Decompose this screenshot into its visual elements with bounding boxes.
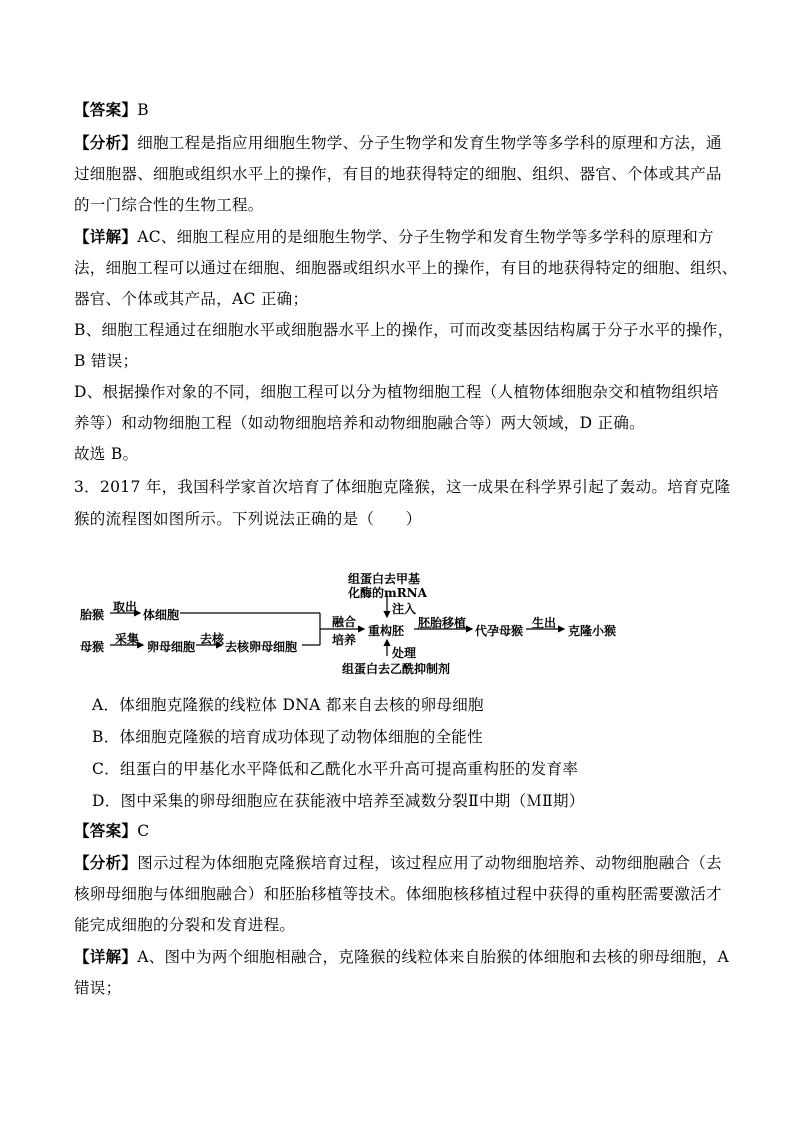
q3-detail-line: 错误； — [74, 979, 122, 997]
label-reconstructed-embryo: 重构胚 — [368, 624, 405, 638]
clone-monkey-flowchart — [80, 564, 640, 684]
q2-detail-line — [74, 226, 734, 248]
q3-option-b: B．体细胞克隆猴的培育成功体现了动物体细胞的全能性 — [92, 728, 483, 746]
label-oocyte: 卵母细胞 — [147, 640, 196, 654]
answer-tag: 【答案】 — [74, 100, 138, 119]
label-birth: 生出 — [532, 616, 557, 630]
q2-detail-line: B、细胞工程通过在细胞水平或细胞器水平上的操作，可而改变基因结构属于分子水平的操作， — [74, 321, 734, 339]
analysis-text: 细胞工程是指应用细胞生物学、分子生物学和发育生物学等多学科的原理和方法，通 — [137, 134, 722, 152]
label-treat: 处理 — [392, 646, 417, 660]
label-culture: 培养 — [332, 633, 357, 647]
analysis-tag: 【分析】 — [74, 853, 138, 872]
q2-detail-line: D、根据操作对象的不同，细胞工程可以分为植物细胞工程（人植物体细胞杂交和植物组织培 — [74, 383, 719, 401]
q3-analysis-line: 能完成细胞的分裂和发育进程。 — [74, 916, 296, 934]
detail-text: AC、细胞工程应用的是细胞生物学、分子生物学和发育生物学等多学科的原理和方 — [137, 228, 714, 246]
label-enucleated-oocyte: 去核卵母细胞 — [225, 640, 298, 654]
answer-value: C — [137, 822, 150, 840]
q3-analysis-line — [74, 852, 734, 874]
label-mother-monkey: 母猴 — [80, 640, 105, 654]
label-embryo-transfer: 胚胎移植 — [418, 616, 467, 630]
label-clone-monkey: 克隆小猴 — [568, 624, 617, 638]
q3-option-a: A．体细胞克隆猴的线粒体 DNA 都来自去核的卵母细胞 — [92, 696, 484, 714]
q2-analysis-line: 过细胞器、细胞或组织水平上的操作，有目的地获得特定的细胞、组织、器官、个体或其产品 — [74, 165, 722, 183]
label-collect: 采集 — [115, 632, 140, 646]
detail-text: A、图中为两个细胞相融合，克隆猴的线粒体来自胎猴的体细胞和去核的卵母细胞，A — [137, 948, 729, 966]
q2-answer-line — [74, 99, 734, 121]
analysis-tag: 【分析】 — [74, 133, 138, 152]
q3-analysis-line: 核卵母细胞与体细胞融合）和胚胎移植等技术。体细胞核移植过程中获得的重构胚需要激活才 — [74, 885, 722, 903]
q3-stem-line: 猴的流程图如图所示。下列说法正确的是（ ） — [74, 510, 422, 528]
label-fusion: 融合 — [332, 615, 357, 629]
label-deacetylase-inhibitor: 组蛋白去乙酰抑制剂 — [342, 662, 451, 676]
label-enucleate: 去核 — [200, 632, 225, 646]
q2-analysis-line — [74, 132, 734, 154]
label-demethylase: 组蛋白去甲基 — [348, 572, 421, 586]
q3-answer-line — [74, 820, 734, 842]
q2-detail-line: 法，细胞工程可以通过在细胞、细胞器或组织水平上的操作，有目的地获得特定的细胞、组织、 — [74, 259, 738, 277]
label-mrna: 化酶的mRNA — [348, 586, 427, 600]
detail-tag: 【详解】 — [74, 227, 138, 246]
q3-detail-line — [74, 946, 734, 968]
q2-detail-line: 故选 B。 — [74, 445, 139, 463]
answer-tag: 【答案】 — [74, 821, 138, 840]
answer-value: B — [137, 101, 149, 119]
label-inject: 注入 — [392, 602, 417, 616]
analysis-text: 图示过程为体细胞克隆猴培育过程，该过程应用了动物细胞培养、动物细胞融合（去 — [137, 854, 722, 872]
q3-option-c: C．组蛋白的甲基化水平降低和乙酰化水平升高可提高重构胚的发育率 — [92, 760, 579, 778]
q2-analysis-line: 的一门综合性的生物工程。 — [74, 196, 264, 214]
q3-stem-line: 3．2017 年，我国科学家首次培育了体细胞克隆猴，这一成果在科学界引起了轰动。培育克隆 — [74, 478, 731, 496]
label-somatic-cell: 体细胞 — [143, 608, 180, 622]
q2-detail-line: 养等）和动物细胞工程（如动物细胞培养和动物细胞融合等）两大领域，D 正确。 — [74, 414, 645, 432]
q2-detail-line: B 错误； — [74, 352, 139, 370]
q2-detail-line: 器官、个体或其产品，AC 正确； — [74, 290, 309, 308]
label-extract: 取出 — [113, 600, 138, 614]
q3-option-d: D．图中采集的卵母细胞应在获能液中培养至减数分裂Ⅱ中期（ＭⅡ期） — [92, 792, 585, 810]
label-fetal-monkey: 胎猴 — [80, 608, 105, 622]
detail-tag: 【详解】 — [74, 947, 138, 966]
label-surrogate: 代孕母猴 — [475, 624, 524, 638]
